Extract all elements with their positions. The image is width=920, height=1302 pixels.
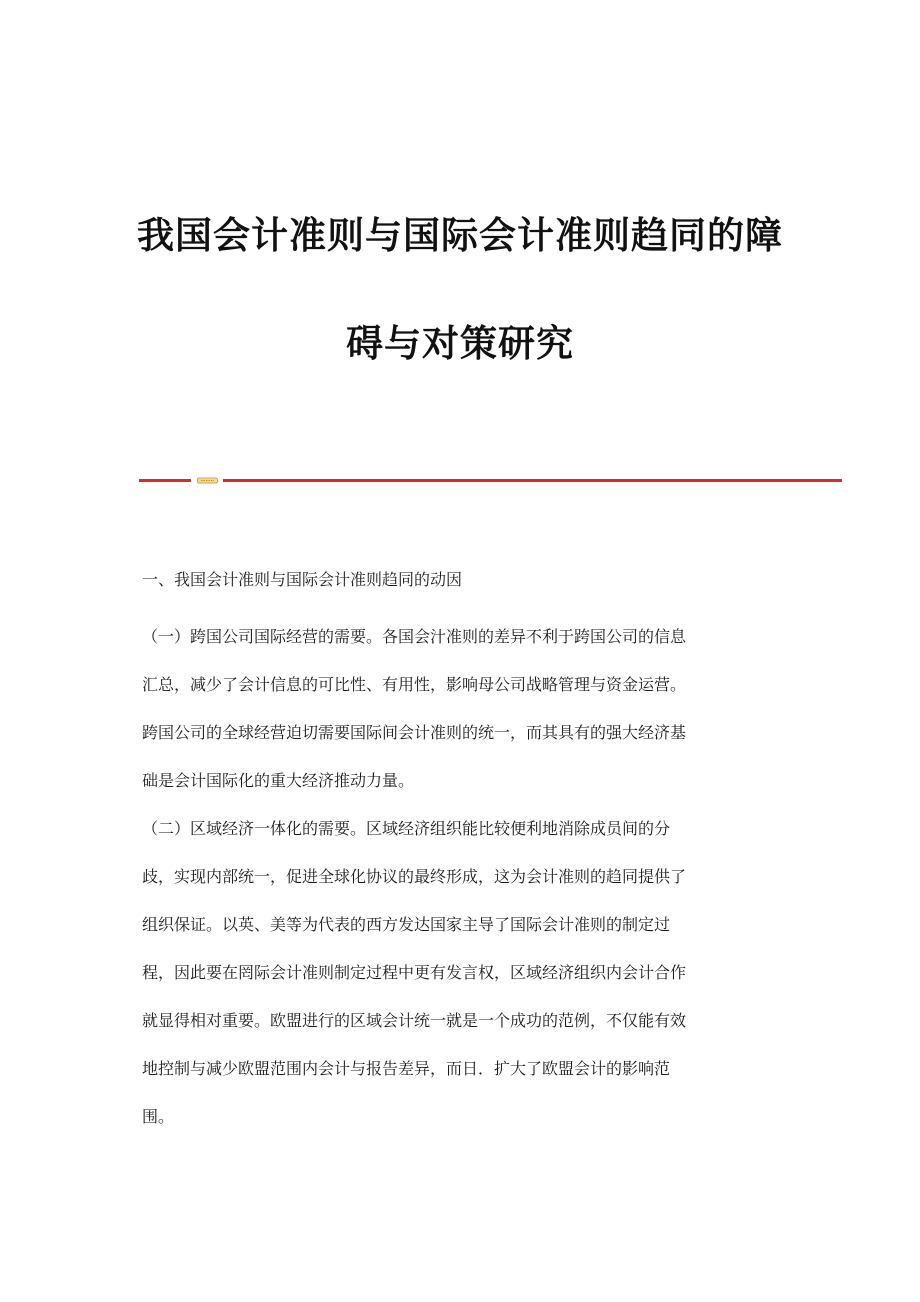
divider-bar-right bbox=[223, 479, 842, 482]
document-body bbox=[142, 565, 772, 1141]
paragraph-line: 汇总，减少了会计信息的可比性、有用性，影响母公司战略管理与资金运营。 bbox=[142, 675, 687, 694]
title-line-2: 碍与对策研究 bbox=[346, 321, 574, 365]
paragraph-2 bbox=[142, 805, 772, 1141]
paragraph-1 bbox=[142, 613, 772, 805]
paragraph-line: 就显得相对重要。欧盟进行的区域会计统一就是一个成功的范例，不仅能有效 bbox=[142, 1011, 687, 1030]
title-divider bbox=[139, 477, 842, 483]
paragraph-line: 础是会计国际化的重大经济推动力量。 bbox=[142, 771, 415, 790]
paragraph-line: （一）跨国公司国际经营的需要。各国会汁准则的差异不利于跨国公司的信息 bbox=[142, 627, 687, 646]
title-line-1: 我国会计准则与国际会计准则趋同的障 bbox=[137, 213, 783, 257]
paragraph-line: 程，因此要在罔际会计准则制定过程中更有发言权，区域经济组织内会计合作 bbox=[142, 963, 687, 982]
paragraph-line: 地控制与减少欧盟范围内会计与报告差异，而日．扩大了欧盟会计的影响范 bbox=[142, 1059, 671, 1078]
divider-bar-left bbox=[139, 479, 191, 482]
paragraph-line: 跨国公司的全球经营迫切需要国际间会计准则的统一，而其具有的强大经济基 bbox=[142, 723, 687, 742]
paragraph-line: 组织保证。以英、美等为代表的西方发达国家主导了国际会计准则的制定过 bbox=[142, 915, 671, 934]
divider-ornament-icon bbox=[197, 477, 218, 484]
paragraph-line: 围。 bbox=[142, 1107, 175, 1126]
paragraph-line: （二）区域经济一体化的需要。区域经济组织能比较便利地消除成员间的分 bbox=[142, 819, 671, 838]
section-heading: 一、我国会计准则与国际会计准则趋同的动因 bbox=[142, 570, 463, 589]
paragraph-line: 歧，实现内部统一，促进全球化协议的最终形成，这为会计准则的趋同提供了 bbox=[142, 867, 687, 886]
